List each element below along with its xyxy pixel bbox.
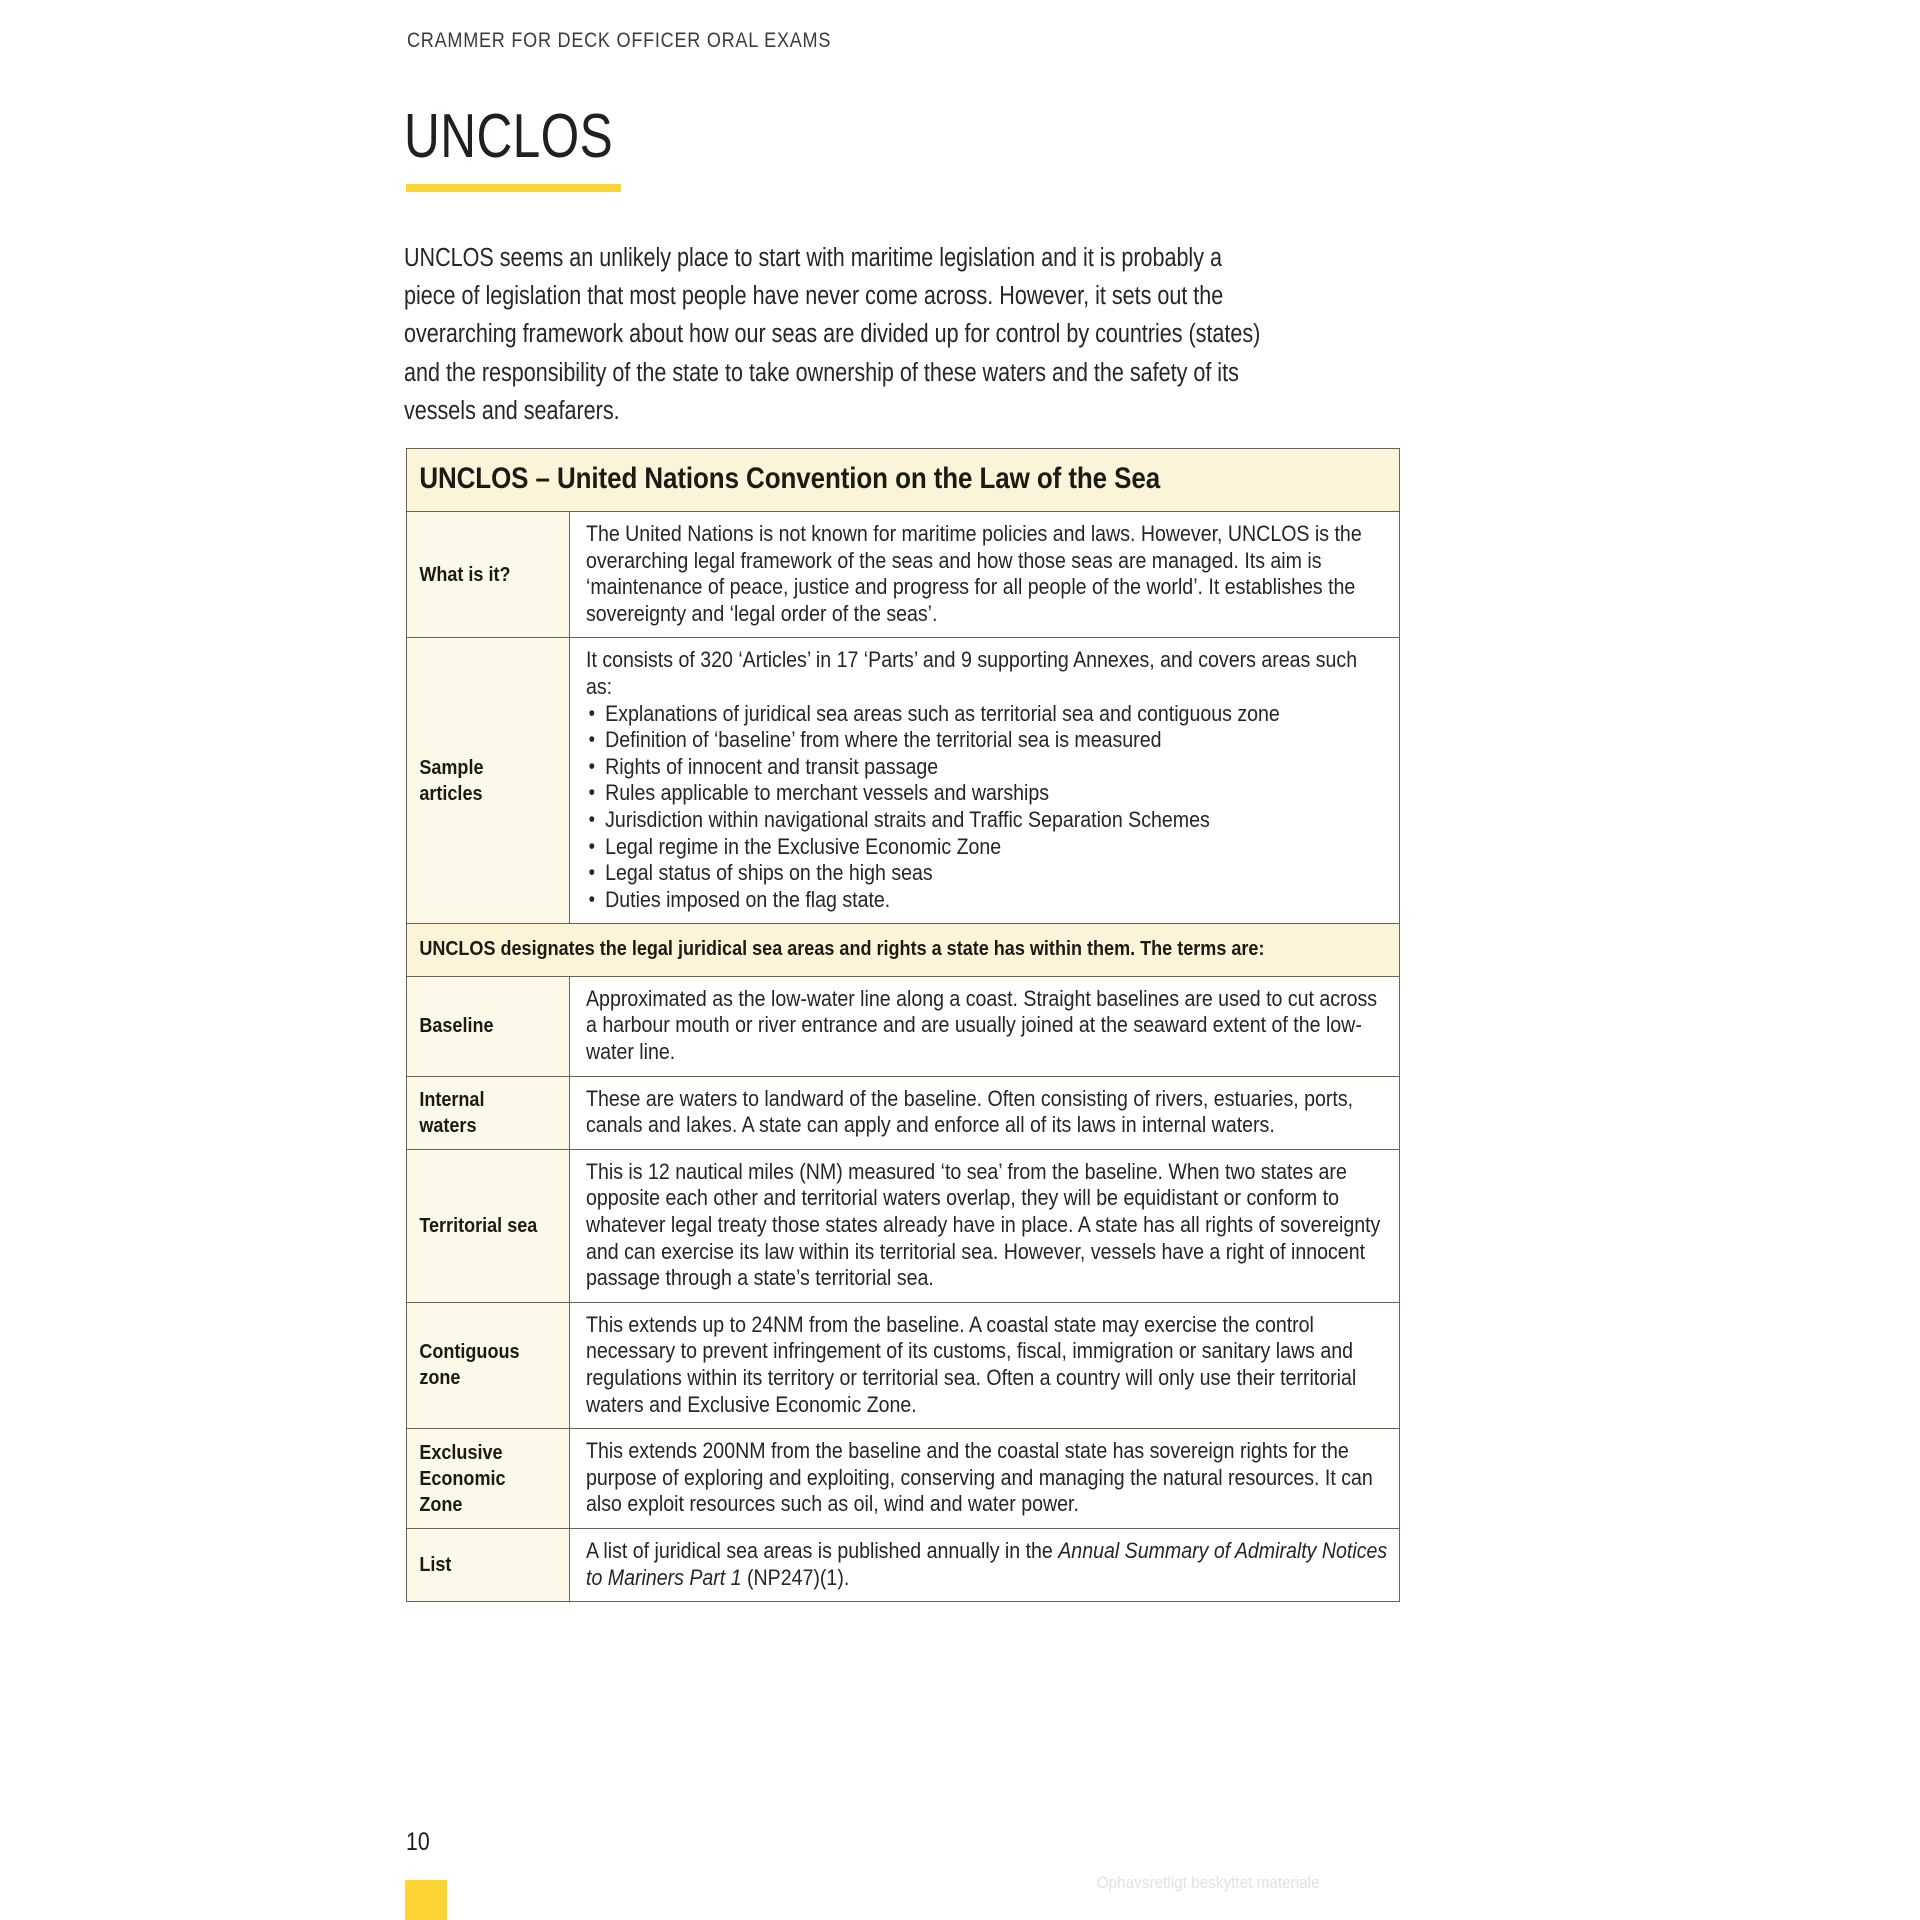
- row-label-text: What is it?: [419, 562, 511, 586]
- row-content-internal-waters: [570, 1076, 1400, 1149]
- row-content-wrap: [570, 512, 1399, 637]
- table-row: [407, 1076, 1400, 1149]
- footer-accent-swatch: [405, 1880, 447, 1920]
- row-content-wrap: [570, 1529, 1399, 1601]
- row-content-wrap: [570, 638, 1399, 923]
- table-header-row: [407, 449, 1400, 512]
- row-content-text: This extends up to 24NM from the baseline. A coastal state may exercise the control necessary to prevent infringement of its customs, fiscal, immigration or sanitary laws and regulations within its territory or territorial sea. Often a country will only use their territorial waters and Exclusive Economic Zone.: [586, 1311, 1357, 1417]
- table-row: [407, 976, 1400, 1076]
- row-label-text: Exclusive Economic Zone: [419, 1440, 506, 1516]
- row-content-territorial-sea: [570, 1149, 1400, 1302]
- list-item: • Legal regime in the Exclusive Economic Zone: [605, 834, 1387, 861]
- table-row: [407, 1149, 1400, 1302]
- row-content-contiguous-zone: [570, 1302, 1400, 1428]
- list-item: • Definition of ‘baseline’ from where the territorial sea is measured: [605, 727, 1387, 754]
- row-label-text: Territorial sea: [419, 1213, 538, 1237]
- row-label-internal-waters: [407, 1076, 570, 1149]
- row-label-territorial-sea: [407, 1149, 570, 1302]
- row-content-text: This extends 200NM from the baseline and the coastal state has sovereign rights for the purpose of exploring and exploiting, conserving and managing the natural resources. It can also exploit resources such as oil, wind and water power.: [586, 1438, 1373, 1517]
- row-label-exclusive-economic-zone: [407, 1429, 570, 1529]
- table-banner-row: [407, 924, 1400, 977]
- table-row: [407, 638, 1400, 924]
- row-label-list: [407, 1528, 570, 1601]
- list-item: • Rules applicable to merchant vessels and warships: [605, 780, 1387, 807]
- row-content-exclusive-economic-zone: [570, 1429, 1400, 1529]
- row-content-text: These are waters to landward of the baseline. Often consisting of rivers, estuaries, ports, canals and lakes. A state can apply and enforce all of its laws in internal waters.: [586, 1085, 1354, 1138]
- row-label-text: Baseline: [419, 1014, 494, 1038]
- row-label-contiguous-zone: [407, 1302, 570, 1428]
- row-content-wrap: [570, 977, 1399, 1076]
- table-row: [407, 1429, 1400, 1529]
- list-row-block: [586, 1538, 1387, 1591]
- row-content-wrap: [570, 1429, 1399, 1528]
- table-header-cell: [407, 449, 1400, 512]
- intro-paragraph: UNCLOS seems an unlikely place to start with maritime legislation and it is probably a piece of legislation that most people have never come across. However, it sets out the overarching framework about how our seas are divided up for control by countries (states) and the responsibility of the state to take ownership of these waters and the safety of its vessels and seafarers.: [404, 243, 1261, 426]
- row-content-wrap: [570, 1077, 1399, 1149]
- sample-articles-bullet-list: [586, 701, 1387, 914]
- table-row: [407, 1528, 1400, 1601]
- row-content-text: Approximated as the low-water line along a coast. Straight baselines are used to cut across a harbour mouth or river entrance and are usually joined at the seaward extent of the low-water line.: [586, 985, 1378, 1064]
- list-item: • Legal status of ships on the high seas: [605, 860, 1387, 887]
- page-title: UNCLOS: [404, 102, 614, 171]
- running-head: CRAMMER FOR DECK OFFICER ORAL EXAMS: [407, 28, 832, 52]
- list-text-italic: Annual Summary of Admiralty Notices to Mariners Part 1: [586, 1537, 1388, 1590]
- row-label-text: Contiguous zone: [419, 1340, 520, 1390]
- list-item: • Rights of innocent and transit passage: [605, 754, 1387, 781]
- title-underline-rule: [406, 184, 621, 192]
- designates-banner-cell: [407, 924, 1400, 977]
- copyright-watermark: Ophavsretligt beskyttet materiale: [1097, 1873, 1320, 1892]
- row-content-what-is-it: [570, 512, 1400, 638]
- list-text-after: (NP247)(1).: [741, 1564, 850, 1590]
- row-label-sample-articles: [407, 638, 570, 924]
- table-header-text: UNCLOS – United Nations Convention on the Law of the Sea: [419, 462, 1161, 495]
- unclos-table-wrapper: [406, 448, 1399, 1602]
- list-item: • Jurisdiction within navigational straits and Traffic Separation Schemes: [605, 807, 1387, 834]
- page-number: 10: [406, 1828, 430, 1856]
- row-label-text: List: [419, 1553, 452, 1576]
- unclos-facts-table: [406, 448, 1400, 1602]
- row-label-what-is-it: [407, 512, 570, 638]
- sample-articles-block: [586, 647, 1387, 913]
- row-content-sample-articles: [570, 638, 1400, 924]
- row-label-text: Internal waters: [419, 1087, 485, 1137]
- designates-banner-text: UNCLOS designates the legal juridical sea areas and rights a state has within them. The terms are:: [419, 937, 1265, 961]
- sample-articles-intro: It consists of 320 ‘Articles’ in 17 ‘Parts’ and 9 supporting Annexes, and covers areas such as:: [586, 647, 1358, 699]
- table-row: [407, 512, 1400, 638]
- table-row: [407, 1302, 1400, 1428]
- row-content-text: The United Nations is not known for maritime policies and laws. However, UNCLOS is the overarching legal framework of the seas and how those seas are managed. Its aim is ‘maintenance of peace, justice and progress for all people of the world’. It establishes the sovereignty and ‘legal order of the seas’.: [586, 521, 1362, 626]
- row-label-text: Sample articles: [419, 755, 484, 805]
- row-content-list: [570, 1528, 1400, 1601]
- list-text-before: A list of juridical sea areas is published annually in the: [586, 1537, 1059, 1563]
- list-item: • Explanations of juridical sea areas such as territorial sea and contiguous zone: [605, 701, 1387, 728]
- row-content-text: This is 12 nautical miles (NM) measured ‘to sea’ from the baseline. When two states are opposite each other and territorial waters overlap, they will be equidistant or conform to whatever legal treaty those states already have in place. A state has all rights of sovereignty and can exercise its law within its territorial sea. However, vessels have a right of innocent passage through a state’s territorial sea.: [586, 1158, 1381, 1291]
- row-content-baseline: [570, 976, 1400, 1076]
- row-content-wrap: [570, 1150, 1399, 1302]
- row-content-wrap: [570, 1303, 1399, 1428]
- list-item: • Duties imposed on the flag state.: [605, 887, 1387, 914]
- row-label-baseline: [407, 976, 570, 1076]
